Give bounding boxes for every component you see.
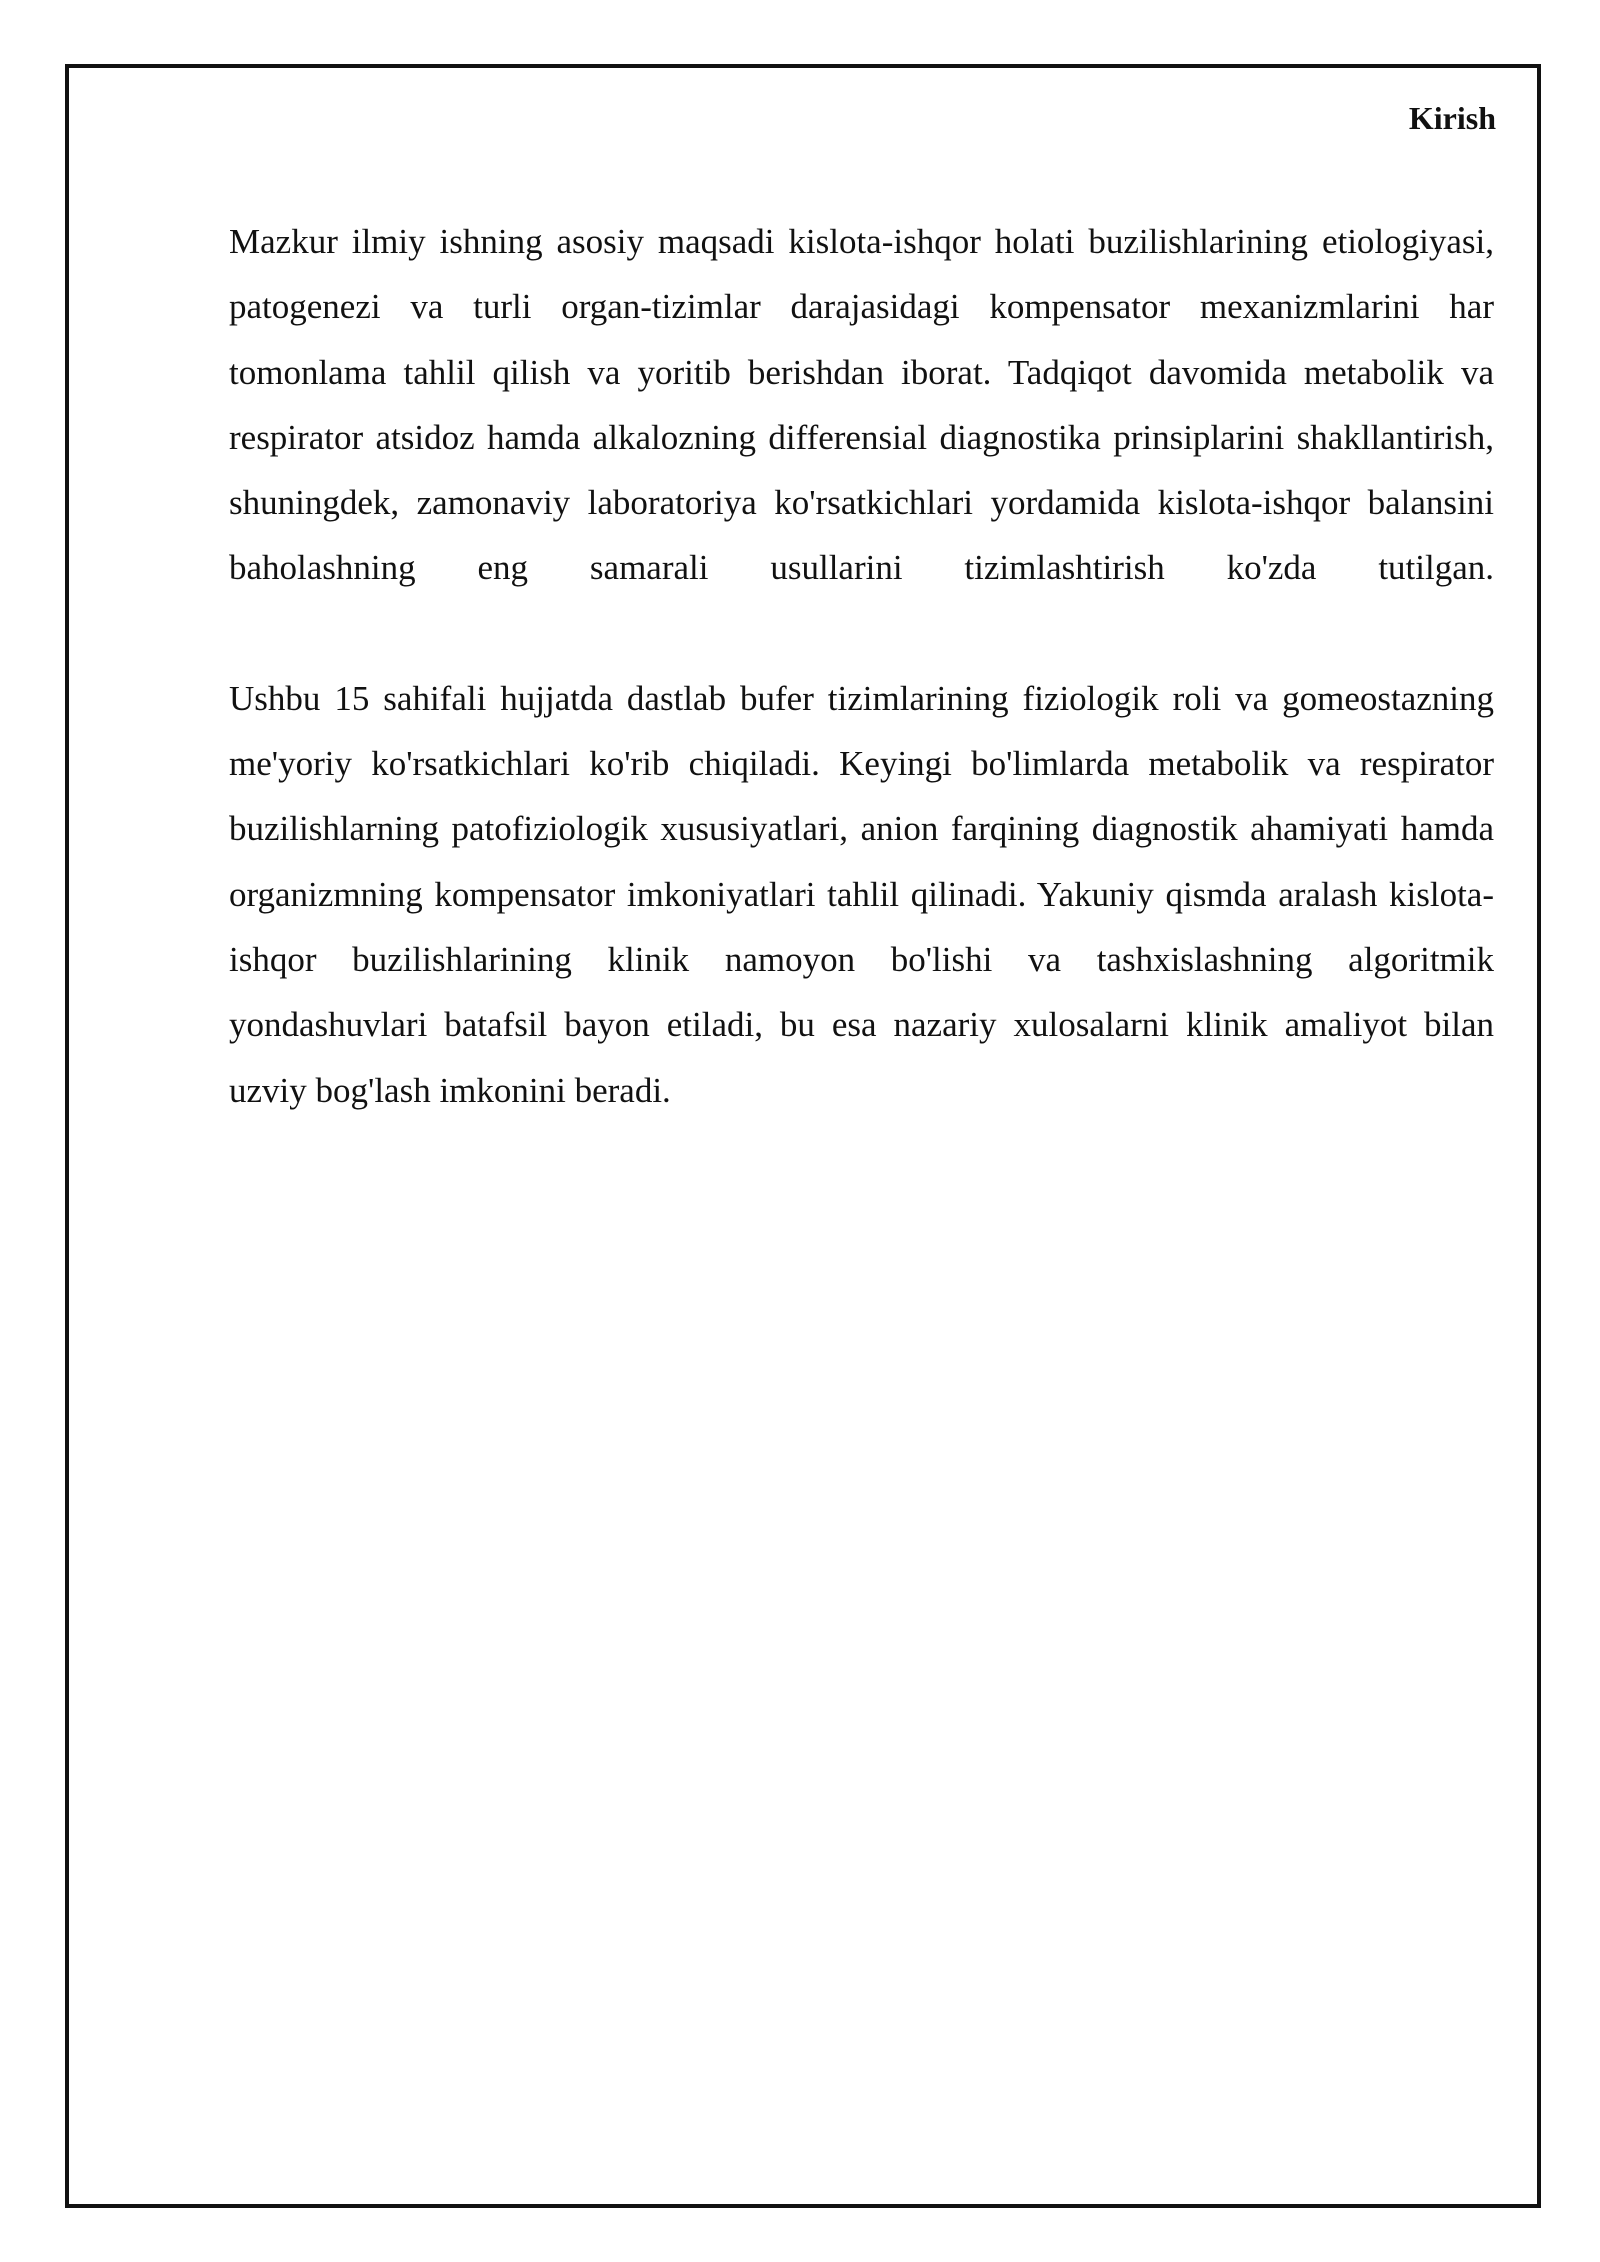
intro-paragraph-1: Mazkur ilmiy ishning asosiy maqsadi kislota-ishqor holati buzilishlarining etiologiyasi, patogenezi va turli organ-tizimlar darajasidagi kompensator mexanizmlarini har tomonlama tahlil qilish va yoritib berishdan iborat. Tadqiqot davomida metabolik va respirator atsidoz hamda alkalozning differensial diagnostika prinsiplarini shakllantirish, shuningdek, zamonaviy laboratoriya ko'rsatkichlari yordamida kislota-ishqor balansini baholashning eng samarali usullarini tizimlashtirish ko'zda tutilgan. — [229, 222, 1494, 588]
page-heading: Kirish — [1408, 100, 1496, 136]
intro-paragraph-2: Ushbu 15 sahifali hujjatda dastlab bufer tizimlarining fiziologik roli va gomeostazning me'yoriy ko'rsatkichlari ko'rib chiqiladi. Keyingi bo'limlarda metabolik va respirator buzilishlarning patofiziologik xususiyatlari, anion farqining diagnostik ahamiyati hamda organizmning kompensator imkoniyatlari tahlil qilinadi. Yakuniy qismda aralash kislota-ishqor buzilishlarining klinik namoyon bo'lishi va tashxislashning algoritmik yondashuvlari batafsil bayon etiladi, bu esa nazariy xulosalarni klinik amaliyot bilan uzviy bog'lash imkonini beradi. — [229, 678, 1494, 1110]
document-body — [229, 209, 1494, 1123]
paragraph-spacer — [229, 601, 1494, 666]
